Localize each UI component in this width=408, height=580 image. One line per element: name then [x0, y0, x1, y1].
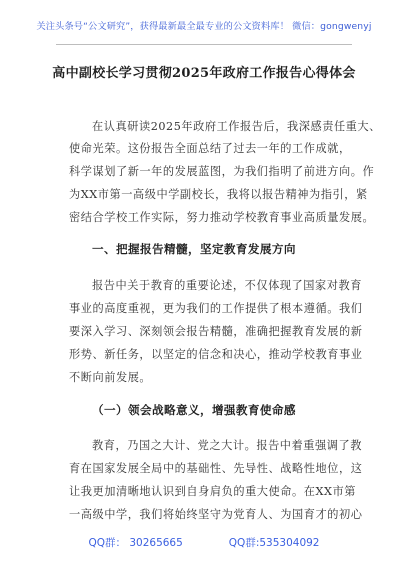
paragraph-line: 要深入学习、深刻领会报告精髓，准确把握教育发展的新 [69, 325, 363, 338]
paragraph-line: 报告中关于教育的重要论述，不仅体现了国家对教育 [92, 279, 362, 292]
document-title: 高中副校长学习贯彻2025年政府工作报告心得体会 [52, 66, 356, 81]
paragraph-line: 密结合学校工作实际，努力推动学校教育事业高质量发展。 [69, 211, 375, 224]
paragraph-line: 一高级中学，我们将始终坚守为党育人、为国育才的初心 [69, 508, 363, 521]
paragraph-line: 在认真研读2025年政府工作报告后，我深感责任重大、 [92, 120, 381, 133]
footer [0, 535, 408, 550]
section-heading: 一、把握报告精髓，坚定教育发展方向 [92, 242, 296, 256]
paragraph-line: 育在国家发展全局中的基础性、先导性、战略性地位，这 [69, 462, 363, 475]
paragraph-line: 事业的高度重视，更为我们的工作提供了根本遵循。我们 [69, 302, 363, 315]
paragraph-line: 让我更加清晰地认识到自身肩负的重大使命。在XX市第 [69, 485, 356, 498]
subsection-heading: （一）领会战略意义，增强教育使命感 [92, 403, 296, 417]
paragraph-line: 不断向前发展。 [69, 371, 152, 384]
header-divider [56, 44, 352, 45]
footer-qq-group-1: QQ群： 30265665 [88, 537, 183, 549]
paragraph-line: 使命光荣。这份报告全面总结了过去一年的工作成就， [69, 142, 351, 155]
paragraph-line: 教育，乃国之大计、党之大计。报告中着重强调了教 [92, 439, 362, 452]
footer-qq-group-2: QQ群:535304092 [228, 537, 320, 549]
paragraph-line: 形势、新任务，以坚定的信念和决心，推动学校教育事业 [69, 348, 363, 361]
paragraph-line: 科学谋划了新一年的发展蓝图，为我们指明了前进方向。作 [69, 165, 375, 178]
paragraph-line: 为XX市第一高级中学副校长，我将以报告精神为指引，紧 [69, 188, 368, 201]
header-banner: 关注头条号“公文研究”，获得最新最全最专业的公文资料库！ 微信：gongwenyj [36, 21, 372, 32]
